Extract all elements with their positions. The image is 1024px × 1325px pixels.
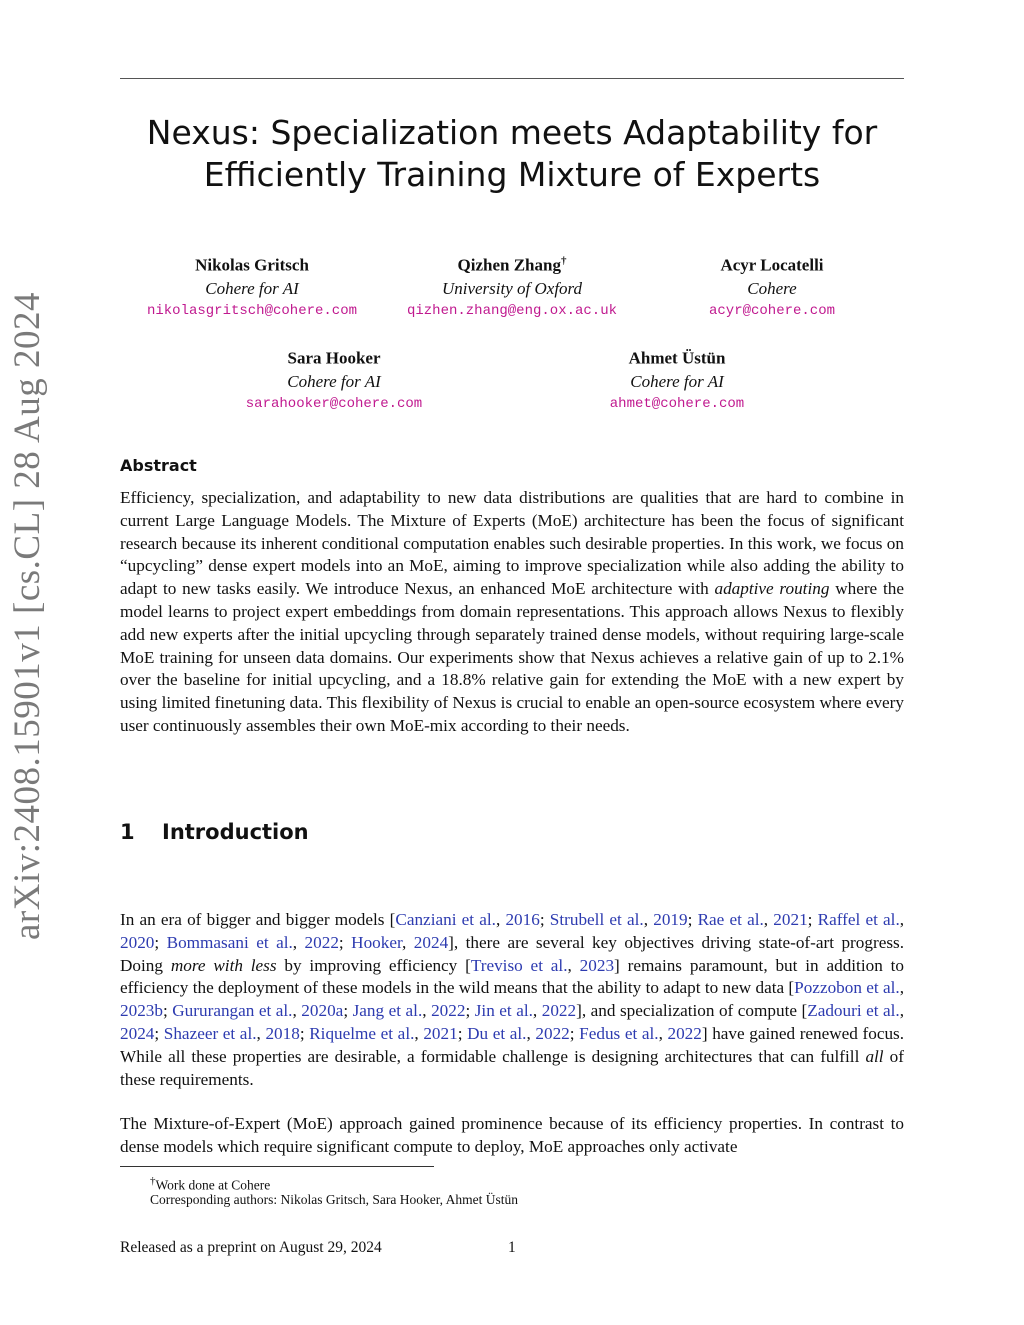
citation-year-link[interactable]: 2019 xyxy=(653,910,688,929)
emphasis: more with less xyxy=(170,955,277,975)
section-heading xyxy=(120,820,309,844)
citation-link[interactable]: Jin et al. xyxy=(474,1001,533,1021)
citation-link[interactable]: Treviso et al. xyxy=(470,955,568,975)
citation-link[interactable]: Fedus et al. xyxy=(579,1023,659,1043)
author-block-2 xyxy=(362,250,662,323)
release-note: Released as a preprint on August 29, 2024 xyxy=(120,1239,382,1256)
citation-year-link[interactable]: 2022 xyxy=(535,1023,570,1043)
citation-year-link[interactable]: 2023b xyxy=(120,1001,163,1021)
arxiv-identifier: arXiv:2408.15901v1 [cs.CL] 28 Aug 2024 xyxy=(7,292,48,940)
citation-link[interactable]: Shazeer et al. xyxy=(163,1023,257,1043)
citation-link[interactable]: Raffel et al. xyxy=(817,910,900,929)
author-block-3 xyxy=(622,250,922,323)
author-name: Qizhen Zhang† xyxy=(457,255,567,275)
citation-year-link[interactable]: 2022 xyxy=(304,932,339,952)
abstract-text: Efficiency, specialization, and adaptability to new data distributions are qualities that are hard to combine in current Large Language Models. The Mixture of Experts (MoE) architecture has been the focus of significant research because its inherent conditional computation enables such desirable properties. In this work, we focus on “upcycling” dense expert models into an MoE, aiming to improve specialization while also adding the ability to adapt to new tasks easily. We introduce Nexus, an enhanced MoE architecture with adaptive routing where the model learns to project expert embeddings from domain representations. This approach allows Nexus to flexibly add new experts after the initial upcycling through separately trained dense models, without requiring large-scale MoE training for unseen data domains. Our experiments show that Nexus achieves a relative gain of up to 2.1% over the baseline for initial upcycling, and a 18.8% relative gain for extending the MoE with a new expert by using limited finetuning data. This flexibility of Nexus is crucial to enable an open-source ecosystem where every user continuously assembles their own MoE-mix according to their needs. xyxy=(120,488,904,735)
footnote-mark[interactable]: † xyxy=(560,255,567,267)
citation-link[interactable]: Jang et al. xyxy=(352,1001,423,1021)
citation-year-link[interactable]: 2024 xyxy=(120,1023,155,1043)
citation-link[interactable]: Rae et al. xyxy=(697,910,764,929)
author-name: Sara Hooker xyxy=(287,348,381,368)
citation-year-link[interactable]: 2022 xyxy=(541,1001,577,1021)
emphasis: all xyxy=(865,1046,884,1066)
author-affiliation: Cohere for AI xyxy=(287,371,381,391)
citation-year-link[interactable]: 2022 xyxy=(667,1023,702,1043)
author-name: Nikolas Gritsch xyxy=(195,255,309,275)
author-affiliation: Cohere for AI xyxy=(630,371,724,391)
citation-link[interactable]: Strubell et al. xyxy=(549,910,644,929)
citation-year-link[interactable]: 2016 xyxy=(505,910,540,929)
citation-year-link[interactable]: 2020 xyxy=(120,932,155,952)
citation-link[interactable]: Pozzobon et al. xyxy=(794,978,900,998)
intro-paragraph-2: The Mixture-of-Expert (MoE) approach gained prominence because of its efficiency properties. In contrast to dense models which require significant compute to deploy, MoE approaches only activate xyxy=(120,1114,904,1156)
author-affiliation: Cohere for AI xyxy=(205,278,299,298)
citation-year-link[interactable]: 2024 xyxy=(413,932,449,952)
author-block-5 xyxy=(527,343,827,416)
section-title: Introduction xyxy=(162,820,309,844)
intro-paragraph-1: In an era of bigger and bigger models [Canziani et al., 2016; Strubell et al., 2019; Rae et al., 2021; Raffel et al., 2020; Bommasani et al., 2022; Hooker, 2024], there are several key objectives driving state-of-art progress. Doing more with less by improving efficiency [Treviso et al., 2023] remains paramount, but in addition to efficiency the deployment of these models in the wild means that the ability to adapt to new data [Pozzobon et al., 2023b; Gururangan et al., 2020a; Jang et al., 2022; Jin et al., 2022], and specialization of compute [Zadouri et al., 2024; Shazeer et al., 2018; Riquelme et al., 2021; Du et al., 2022; Fedus et al., 2022] have gained renewed focus. While all these properties are desirable, a formidable challenge is designing architectures that can fulfill all of these requirements. xyxy=(120,910,905,1089)
citation-year-link[interactable]: 2022 xyxy=(431,1001,466,1021)
citation-link[interactable]: Zadouri et al. xyxy=(807,1001,900,1021)
emphasis: adaptive routing xyxy=(714,579,830,599)
page-number: 1 xyxy=(508,1239,516,1256)
citation-link[interactable]: Riquelme et al. xyxy=(309,1023,415,1043)
title-line-2: Efficiently Training Mixture of Experts xyxy=(203,155,821,194)
footnote-2: Corresponding authors: Nikolas Gritsch, Sara Hooker, Ahmet Üstün xyxy=(150,1192,519,1207)
citation-link[interactable]: Du et al. xyxy=(467,1023,527,1043)
citation-year-link[interactable]: 2018 xyxy=(265,1023,300,1043)
author-email-link[interactable]: nikolasgritsch@cohere.com xyxy=(146,302,358,319)
paper-title xyxy=(120,112,904,196)
citation-year-link[interactable]: 2021 xyxy=(773,910,808,929)
author-name: Ahmet Üstün xyxy=(628,348,726,368)
author-block-1 xyxy=(102,250,402,323)
citation-year-link[interactable]: 2021 xyxy=(423,1023,458,1043)
author-name: Acyr Locatelli xyxy=(720,255,824,275)
citation-link[interactable]: Canziani et al. xyxy=(395,910,496,929)
top-rule xyxy=(120,78,904,79)
title-line-1: Nexus: Specialization meets Adaptability for xyxy=(146,113,878,152)
author-block-4 xyxy=(184,343,484,416)
section-number: 1 xyxy=(120,820,135,844)
author-email-link[interactable]: qizhen.zhang@eng.ox.ac.uk xyxy=(406,302,618,319)
citation-link[interactable]: Gururangan et al. xyxy=(172,1001,293,1021)
author-affiliation: Cohere xyxy=(747,278,797,298)
citation-link[interactable]: Hooker xyxy=(351,932,403,952)
footnote-mark: † xyxy=(150,1175,156,1187)
author-affiliation: University of Oxford xyxy=(441,278,583,298)
footnote-rule xyxy=(120,1166,434,1167)
author-email-link[interactable]: acyr@cohere.com xyxy=(708,302,836,319)
citation-link[interactable]: Bommasani et al. xyxy=(166,932,293,952)
citation-year-link[interactable]: 2023 xyxy=(579,955,615,975)
citation-year-link[interactable]: 2020a xyxy=(301,1001,344,1021)
footnote-1: †Work done at Cohere xyxy=(150,1175,271,1193)
abstract-heading: Abstract xyxy=(120,456,197,475)
author-email-link[interactable]: ahmet@cohere.com xyxy=(609,395,745,412)
author-email-link[interactable]: sarahooker@cohere.com xyxy=(245,395,423,412)
